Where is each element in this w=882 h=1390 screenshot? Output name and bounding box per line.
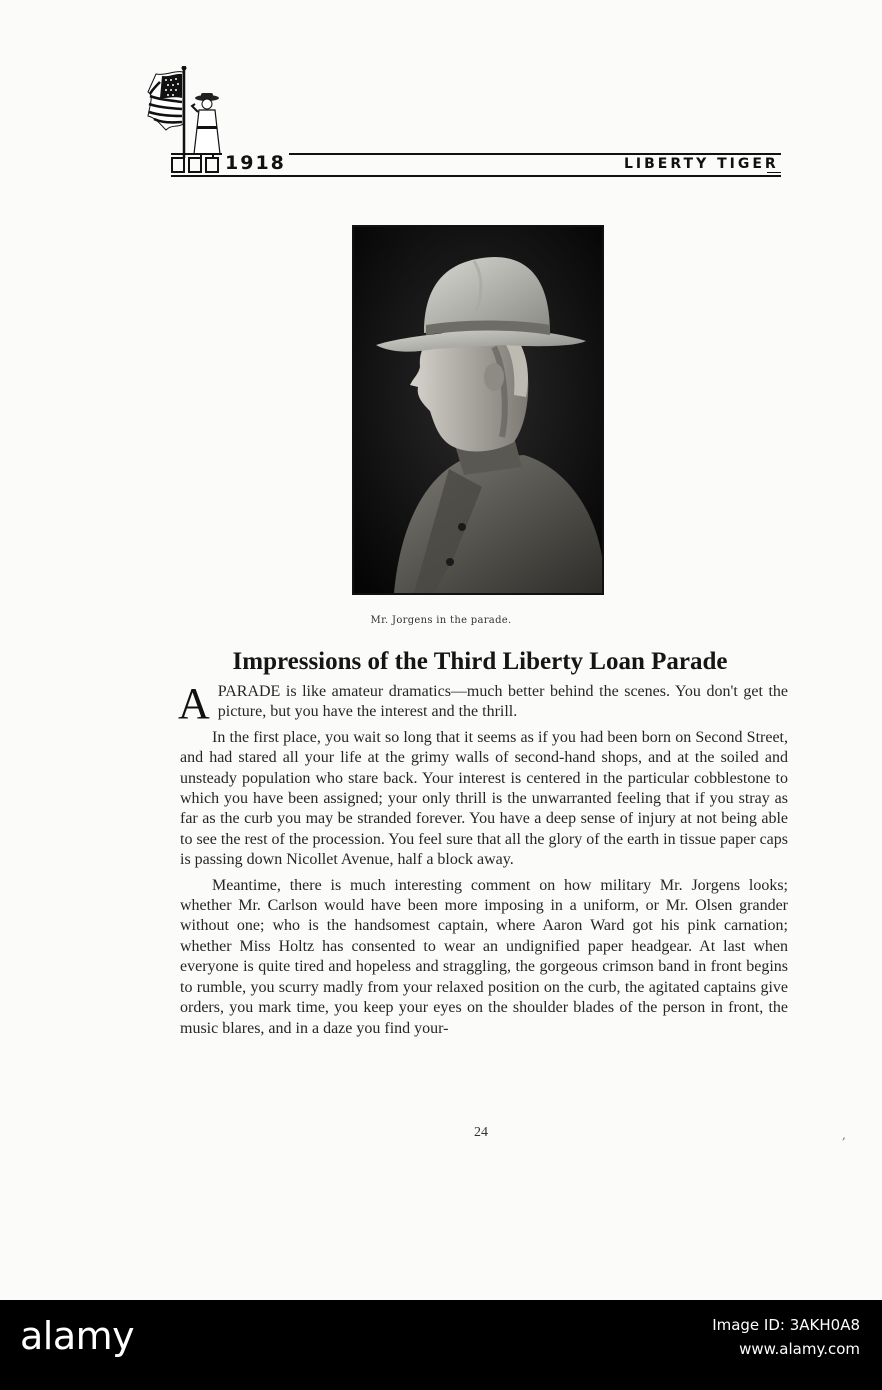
article-paragraph [178,679,788,728]
page-number: 24 [474,1125,488,1140]
header-ornament-box [188,157,202,173]
stock-image-id: Image ID: 3AKH0A8 [712,1316,860,1334]
header-year: 1918 [222,152,289,174]
article-paragraph: Meantime, there is much interesting comment on how military Mr. Jorgens looks; whether Mr. Carlson would have been more imposing in a uniform, or Mr. Olsen grander without one; who is the handsomest captain, where Aaron Ward got his pink carnation; whether Miss Holtz has consented to wear an undignified paper headgear. At last when everyone is quite tired and hopeless and straggling, the gorgeous crimson band in front begins to rumble, you scurry madly from your relaxed position on the curb, the agitated captains give orders, you mark time, you keep your eyes on the shoulder blades of the person in front, the music blares, and in a daze you find your- [180,876,788,1037]
portrait-illustration [354,227,602,593]
paragraph-text: PARADE is like amateur dramatics—much better behind the scenes. You don't get the picture, but you have the interest and the thrill. [217,683,788,721]
portrait-photo [352,225,604,595]
header-ornament-box [205,157,219,173]
header-ornament-box [171,157,185,173]
stock-watermark-bar [0,1300,882,1390]
header-publication-title: LIBERTY TIGER [620,156,783,172]
scout-figure-icon [190,92,226,160]
american-flag-icon [146,66,190,158]
stock-logo: alamy [20,1314,135,1358]
article-body [178,679,788,1044]
drop-cap: A [178,679,210,728]
photo-caption: Mr. Jorgens in the parade. [370,615,512,626]
article-paragraph: In the first place, you wait so long that it seems as if you had been born on Second Street, and had stared all your life at the grimy walls of second-hand shops, and at the soiled and unsteady population who stare back. Your interest is centered in the particular cobblestone to which you have been assigned; your only thrill is the unwarranted feeling that if you stray as far as the curb you may be stranded forever. You have a deep sense of injury at not being able to see the rest of the procession. You feel sure that all the glory of the earth in tissue paper caps is passing down Nicollet Avenue, half a block away. [180,728,788,869]
article-title: Impressions of the Third Liberty Loan Parade [232,648,728,675]
stock-url: www.alamy.com [739,1340,860,1358]
margin-mark: , [842,1128,846,1142]
header-rule-bottom [171,175,781,177]
